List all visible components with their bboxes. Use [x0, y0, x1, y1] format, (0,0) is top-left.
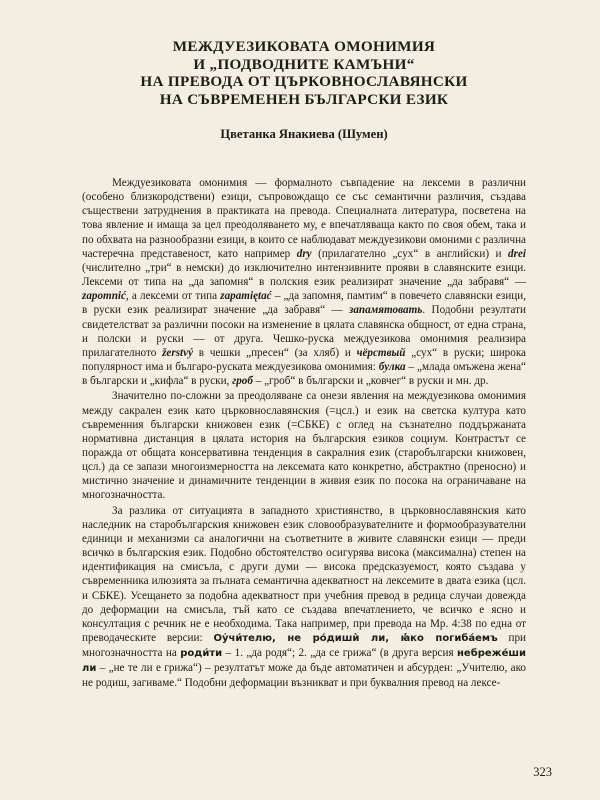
article-title — [82, 38, 526, 108]
paragraph-2: Значително по-сложни за преодоляване са онези явления на междуезикова омонимия между сакрален език като църковнославянския (=цсл.) и език на светска култура като съвременния български книжовен език (=СБКЕ) с оглед на съзнателно поддържаната нормативна дистанция в цялата история на българския езиков социум. Контрастът се поражда от общата консервативна тенденция в сакралния език (старобългарски книжовен, цсл.) да се запази многоизмерността на лексемата като конкретно, абстрактно (преносно) и мистично значение и динамичните тенденции в живия език по посока на ограничаване на многозначността. — [82, 390, 526, 502]
title-line: НА ПРЕВОДА ОТ ЦЪРКОВНОСЛАВЯНСКИ — [140, 73, 468, 90]
title-line: НА СЪВРЕМЕНЕН БЪЛГАРСКИ ЕЗИК — [159, 90, 449, 108]
text-run: – „гроб“ в български и „ковчег“ в руски и мн. др. — [252, 375, 489, 388]
example-word: dry — [296, 247, 312, 260]
paragraph-3 — [82, 504, 526, 691]
title-line: МЕЖДУЕЗИКОВАТА ОМОНИМИЯ — [172, 38, 436, 55]
page-number: 323 — [533, 765, 552, 779]
text-run: (числително „три“ в немски) до изключително интензивните прояви в славянските езици. Лексеми от типа на „да запомня“ в полския език реализират значение „да забравя“ — — [82, 261, 526, 289]
example-word: булка — [378, 361, 406, 374]
text-run: . Подобни резултати свидетелстват за различни посоки на изменение в цялата славянска общност, от една страна, и полски и руски — от друга. Чешко-руска междуезикова омонимия реализира прилагателното — [82, 304, 526, 359]
paragraph-1 — [82, 176, 526, 388]
example-word: drei — [508, 247, 526, 260]
example-word: гроб — [232, 375, 253, 388]
church-slavonic-word: небреже́ши ли — [82, 648, 526, 675]
article-body — [82, 176, 526, 691]
text-run: (прилагателно „сух“ в английски) и — [311, 247, 509, 260]
text-run: , а лексеми от типа — [125, 290, 221, 303]
text-run: „сух“ в руски; широка популярност има и българо-руската междуезикова омонимия: — [82, 346, 527, 374]
example-word: чёрствый — [356, 346, 406, 359]
title-line: И „ПОДВОДНИТЕ КАМЪНИ“ — [193, 55, 415, 73]
text-run: – „не те ли е грижа“) – резултатът може да бъде автоматичен и абсурден: „Учителю, ако не родиш, загиваме.“ Подобни деформации възникват и при буквалния превод на лексе- — [82, 662, 526, 690]
example-word: запамятовать — [348, 304, 423, 317]
text-run: Междуезиковата омонимия — формалното съвпадение на лексеми в различни (особено близкородствени) езици, съпровождащо се със семантични различия, създава съществени затруднения в практиката на превода. Специалната литература, посветена на това явление и имаща за цел преодоляването му, е впечатляваща както по своя обем, така и по обхвата на разнообразни езици, в които се наблюдават междуезикови омоними с различна частеречна представеност, като например — [82, 177, 526, 260]
text-run: – 1. „да родя“; 2. „да се грижа“ (в друга версия — [222, 647, 458, 660]
author-line: Цветанка Янакиева (Шумен) — [220, 127, 388, 141]
text-run: – „да запомня, памтим“ в повечето славянски езици, в руски език реализират значение „да забравя“ — — [82, 290, 526, 317]
text-run: – „млада омъжена жена“ в български и „кифла“ в руски, — [82, 361, 526, 388]
text-run: при многозначността на — [82, 632, 526, 660]
example-word: zapomnić — [82, 290, 126, 303]
church-slavonic-quote: Оу҆чи́телю, не ро́дишѝ ли, ꙗ҆́ко погиба́емъ — [213, 633, 498, 644]
example-word: žerstvý — [162, 346, 194, 359]
text-run: в чешки „пресен“ (за хляб) и — [193, 346, 357, 359]
church-slavonic-word: роди́ти — [180, 648, 223, 660]
example-word: zapamiętać — [220, 290, 272, 303]
text-run: За разлика от ситуацията в западното християнство, в църковнославянския като наследник на старобългарския книжовен език словообразувателните и формообразувателни единици и механизми са аналогични на съответните в живите славянски езици — преди всичко в българския език. Подобно обстоятелство осигурява висока (максимална) степен на идентификация на смисъла, с други думи — висока предсказуемост, която създава у съвременника илюзията за пълната семантична адекватност на лексемите в двата езика (цсл. и СБКЕ). Усещането за подобна адекватност при учебния превод в редица случаи довежда до деформации на смисъла, тъй като се създава впечатлението, че всичко е ясно и консултация с речник не е необходима. Така например, при превода на Мр. 4:38 по една от преводаческите версии: — [82, 504, 526, 644]
